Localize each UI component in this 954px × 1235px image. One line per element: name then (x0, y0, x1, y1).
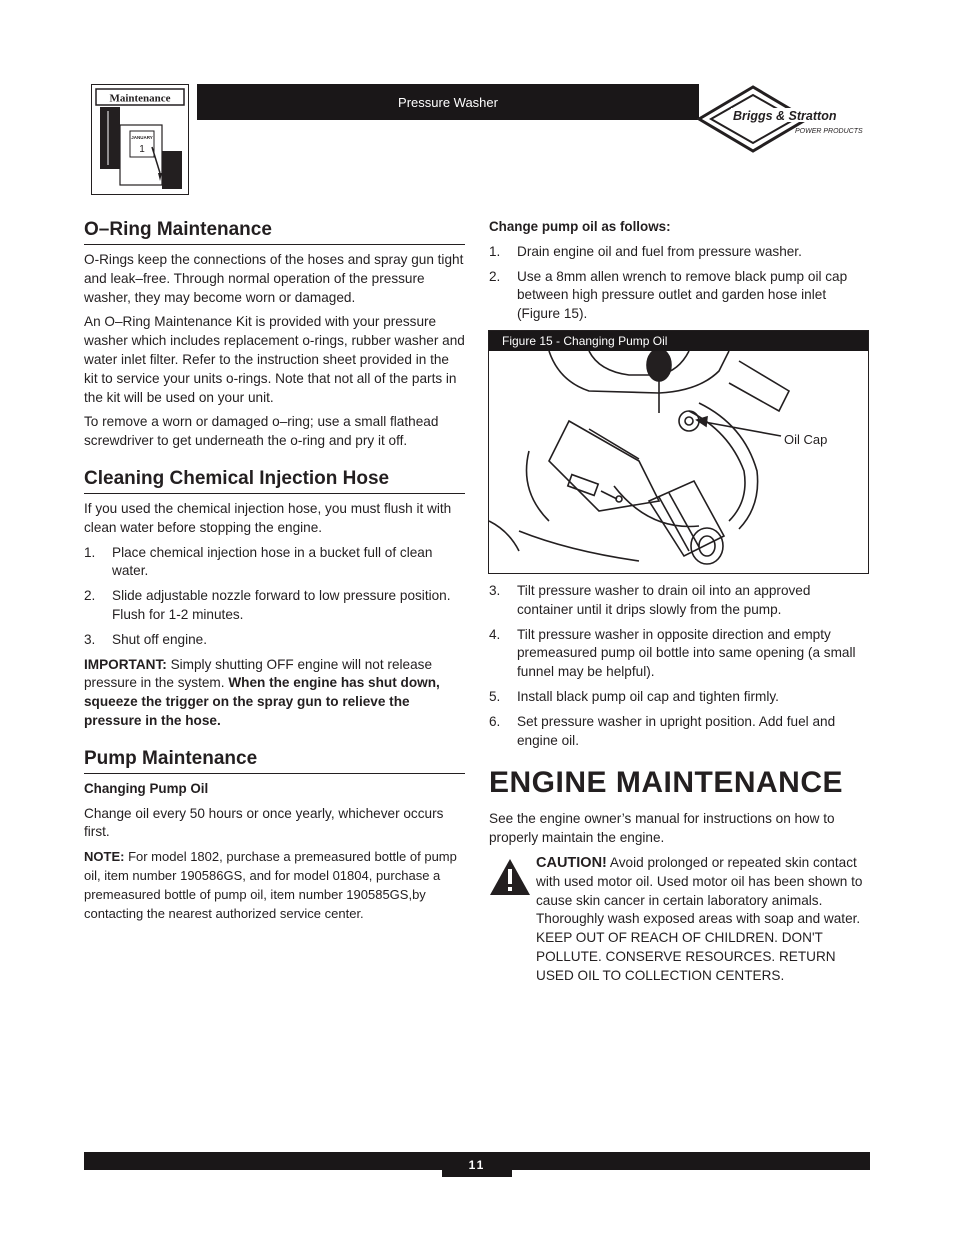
chemical-hose-heading: Cleaning Chemical Injection Hose (84, 467, 465, 494)
step-number: 6. (489, 713, 501, 729)
important-text: Simply shutting OFF engine will not release pressure in the system. (84, 656, 433, 691)
pump-paragraph-1: Change oil every 50 hours or once yearly, whichever occurs first. (84, 805, 444, 840)
step-text: Set pressure washer in upright position. Add fuel and engine oil. (517, 713, 836, 748)
important-label: IMPORTANT: (84, 656, 167, 672)
step-number: 3. (489, 582, 501, 598)
step-text: Install black pump oil cap and tighten firmly. (517, 688, 779, 704)
step-number: 5. (489, 688, 501, 704)
step-number: 3. (84, 631, 96, 647)
caution-caps: KEEP OUT OF REACH OF CHILDREN. DON'T POLLUTE. CONSERVE RESOURCES. RETURN USED OIL TO COLLECTION CENTERS. (536, 930, 836, 983)
caution-body: Avoid prolonged or repeated skin contact with used motor oil. Used motor oil has been shown to cause skin cancer in certain laboratory animals. Thoroughly wash exposed areas with soap and water. (536, 854, 863, 927)
left-column (84, 218, 465, 929)
list-item (489, 243, 870, 262)
brand-logo (697, 83, 869, 155)
right-column (489, 218, 870, 986)
list-item (489, 626, 870, 682)
list-item (84, 544, 465, 582)
change-oil-steps-b (489, 582, 870, 750)
pump-illustration (489, 351, 868, 573)
maintenance-tab-label: Maintenance (109, 92, 171, 105)
brand-subtitle: POWER PRODUCTS (795, 128, 863, 135)
calendar-month: JANUARY (131, 135, 153, 140)
changing-pump-oil-subheading: Changing Pump Oil (84, 780, 209, 796)
list-item (489, 268, 870, 324)
step-number: 1. (489, 243, 501, 259)
engine-paragraph: See the engine owner’s manual for instructions on how to properly maintain the engine. (489, 811, 835, 846)
step-text: Tilt pressure washer to drain oil into an approved container until it drips slowly from the pump. (517, 582, 811, 617)
figure-caption: Figure 15 - Changing Pump Oil (489, 331, 868, 351)
list-item (489, 582, 870, 620)
document-title: Pressure Washer (398, 94, 498, 110)
footer-bar-left (84, 1152, 442, 1170)
brand-name: Briggs & Stratton (733, 109, 837, 123)
step-text: Tilt pressure washer in opposite direction and empty premeasured pump oil bottle into same opening (a small funnel may be helpful). (517, 626, 856, 680)
figure-15 (488, 330, 869, 574)
step-text: Drain engine oil and fuel from pressure washer. (517, 243, 802, 259)
calendar-day: 1 (139, 144, 145, 155)
step-text: Use a 8mm allen wrench to remove black pump oil cap between high pressure outlet and garden hose inlet (Figure 15). (517, 268, 848, 322)
oring-paragraph-3: To remove a worn or damaged o–ring; use a small flathead screwdriver to get underneath the o-ring and pry it off. (84, 414, 439, 449)
step-number: 4. (489, 626, 501, 642)
maintenance-section-icon (91, 84, 189, 195)
oring-paragraph-2: An O–Ring Maintenance Kit is provided with your pressure washer which includes replacement o-rings, rubber washer and water inlet filter. Refer to the instruction sheet provided in the kit to service your units o-rings. Note that not all of the parts in the kit will be used on your unit. (84, 314, 465, 405)
step-text: Place chemical injection hose in a bucket full of clean water. (112, 544, 433, 579)
list-item (489, 688, 870, 707)
chemical-hose-intro: If you used the chemical injection hose, you must flush it with clean water before stopping the engine. (84, 500, 452, 535)
step-text: Shut off engine. (112, 631, 207, 647)
list-item (489, 713, 870, 751)
important-bold-text: When the engine has shut down, squeeze the trigger on the spray gun to relieve the pressure in the hose. (84, 675, 440, 728)
note-label: NOTE: (84, 849, 125, 865)
important-note (84, 656, 465, 731)
footer-bar-right (512, 1152, 870, 1170)
header-title-bar (197, 84, 699, 120)
note-text: For model 1802, purchase a premeasured bottle of pump oil, item number 190586GS, and for model 01804, purchase a premeasured bottle of pump oil, item number 190585GS,by contacting the nearest authorized service center. (84, 849, 457, 921)
oring-paragraph-1: O-Rings keep the connections of the hoses and spray gun tight and leak–free. Through normal operation of the pressure washer, they may become worn or damaged. (84, 252, 464, 305)
change-oil-heading: Change pump oil as follows: (489, 219, 671, 234)
step-number: 2. (84, 588, 96, 604)
step-number: 2. (489, 268, 501, 284)
page-number: 11 (442, 1152, 512, 1177)
caution-label: CAUTION! (536, 854, 607, 871)
pump-note (84, 848, 465, 923)
pump-maintenance-heading: Pump Maintenance (84, 747, 465, 774)
oring-heading: O–Ring Maintenance (84, 218, 465, 245)
chemical-hose-steps (84, 544, 465, 650)
caution-text (536, 854, 870, 929)
step-text: Slide adjustable nozzle forward to low pressure position. Flush for 1-2 minutes. (112, 588, 451, 622)
list-item (84, 631, 465, 650)
oil-cap-label: Oil Cap (784, 431, 828, 447)
engine-maintenance-heading: ENGINE MAINTENANCE (489, 766, 844, 800)
step-number: 1. (84, 544, 96, 560)
list-item (84, 587, 465, 625)
change-oil-steps-a (489, 243, 870, 324)
caution-block (489, 854, 870, 986)
warning-icon (489, 858, 531, 896)
